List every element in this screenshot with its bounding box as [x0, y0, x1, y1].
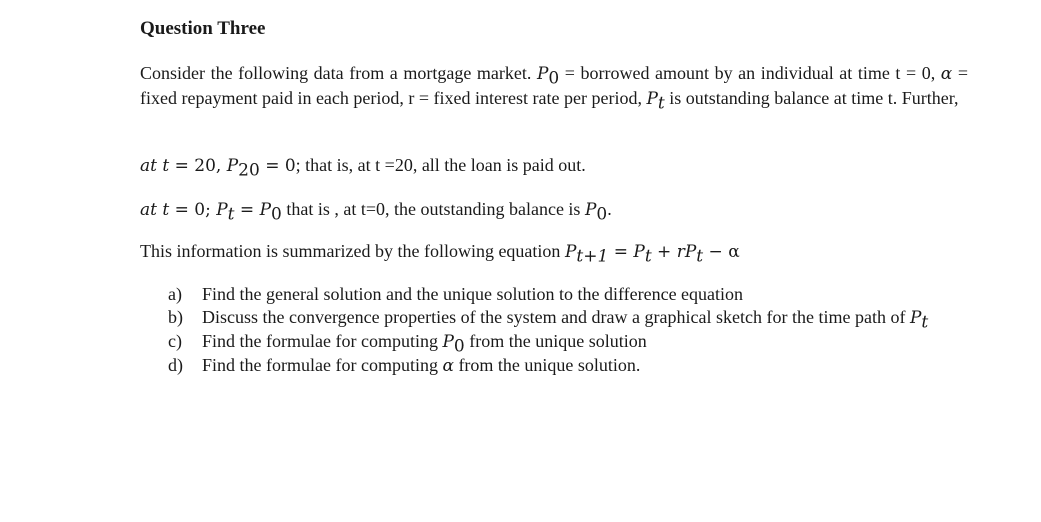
- eq-rp-t: rP: [676, 242, 697, 262]
- cond2-p1-subscript: t: [227, 204, 235, 225]
- cond1-p-symbol: P: [226, 156, 239, 176]
- question-heading: Question Three: [140, 18, 266, 39]
- pt-symbol: P: [646, 89, 658, 109]
- eq-p-t-subscript: t: [644, 246, 652, 267]
- eq-p-next-subscript: t+1: [576, 246, 609, 267]
- part-symbol: P: [442, 332, 454, 352]
- part-subscript: t: [921, 312, 929, 333]
- p0-symbol: P: [536, 64, 549, 84]
- intro-paragraph: [140, 61, 968, 114]
- p0-subscript: 0: [548, 68, 560, 89]
- part-tail: from the unique solution.: [453, 355, 641, 375]
- list-item: [168, 306, 968, 333]
- part-text: Find the formulae for computing: [202, 331, 443, 351]
- cond1-math-tail: = 0: [259, 156, 296, 176]
- intro-text-3: = fixed repayment paid in each period, r = fixed interest rate per period,: [140, 63, 968, 108]
- condition-two: [140, 197, 612, 225]
- intro-text-1: Consider the following data from a mortgage market.: [140, 63, 537, 83]
- cond2-p2-symbol: P: [259, 200, 272, 220]
- part-tail: from the unique solution: [464, 331, 647, 351]
- eq-rp-t-subscript: t: [696, 246, 704, 267]
- question-parts-list: [168, 283, 968, 378]
- intro-text-4: is outstanding balance at time t. Further,: [664, 88, 959, 108]
- eq-p-t: P: [633, 242, 645, 262]
- eq-equals: =: [608, 242, 634, 262]
- part-text: Find the general solution and the unique solution to the difference equation: [202, 284, 744, 304]
- cond1-text: ; that is, at t =20, all the loan is paid out.: [295, 155, 586, 175]
- part-text: Discuss the convergence properties of the system and draw a graphical sketch for the time path of: [202, 307, 910, 327]
- part-label: d): [168, 355, 183, 375]
- part-text: Find the formulae for computing: [202, 355, 443, 375]
- cond1-math-eq: = 20,: [169, 156, 227, 176]
- condition-one: [140, 153, 586, 181]
- cond2-p1-symbol: P: [216, 200, 228, 220]
- summary-text: This information is summarized by the following equation: [140, 241, 565, 261]
- intro-text-2: = borrowed amount by an individual at time t = 0,: [559, 63, 941, 83]
- eq-plus: +: [651, 242, 677, 262]
- cond1-math-pre: at t: [140, 156, 170, 176]
- cond2-end-dot: .: [607, 199, 612, 219]
- cond2-text-mid: that is , at t=0, the outstanding balance is: [281, 199, 585, 219]
- part-label: a): [168, 284, 182, 304]
- pt-subscript: t: [657, 93, 665, 114]
- list-item: [168, 354, 968, 378]
- cond2-math-pre: at t: [140, 200, 170, 220]
- part-symbol: α: [442, 356, 454, 376]
- cond2-end-p-symbol: P: [584, 200, 597, 220]
- cond2-end-p-subscript: 0: [596, 204, 608, 225]
- summary-line: [140, 239, 740, 267]
- alpha-symbol: α: [940, 64, 953, 84]
- cond2-p2-subscript: 0: [271, 204, 282, 225]
- list-item: [168, 330, 968, 357]
- eq-minus-alpha: − α: [703, 242, 740, 262]
- part-label: c): [168, 331, 182, 351]
- cond2-math-eq: = 0;: [169, 200, 217, 220]
- part-subscript: 0: [453, 336, 465, 357]
- part-symbol: P: [909, 308, 922, 328]
- cond2-math-mid: =: [234, 200, 260, 220]
- list-item: [168, 283, 968, 306]
- part-label: b): [168, 307, 183, 327]
- cond1-p-subscript: 20: [238, 160, 260, 181]
- eq-p-next: P: [564, 242, 577, 262]
